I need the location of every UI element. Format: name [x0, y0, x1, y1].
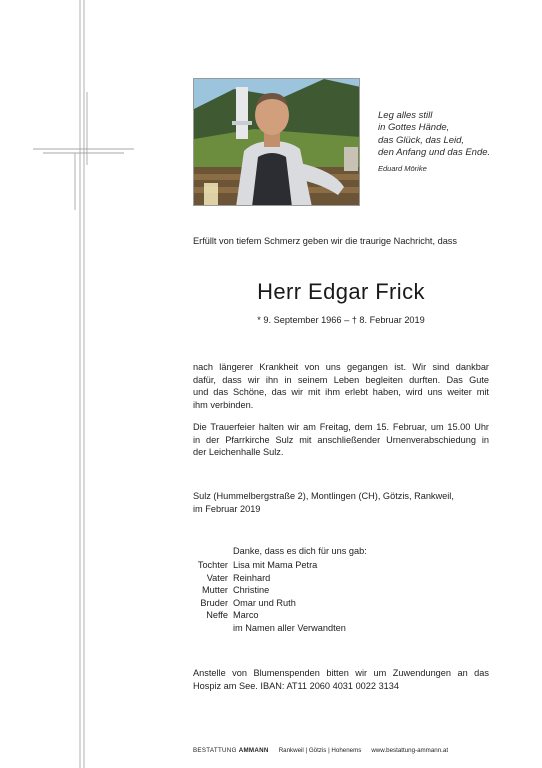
family-name: Christine — [233, 585, 270, 596]
text-line: dafür, dass wir ihn in seinem Leben begleiten durften. Das Gute — [193, 374, 489, 385]
donation-note — [193, 667, 489, 692]
location-date — [193, 490, 489, 515]
family-name: Omar und Ruth — [233, 597, 296, 608]
family-name: Lisa mit Mama Petra — [233, 560, 318, 570]
portrait-photo — [193, 78, 360, 206]
text-line: in der Pfarrkirche Sulz mit anschließender Urnenverabschiedung in — [193, 434, 489, 445]
family-relation: Vater — [206, 572, 228, 583]
thanks-line: Danke, dass es dich für uns gab: — [233, 546, 367, 556]
text-line: und das Schöne, das wir mit ihm erlebt haben, wird uns weiter mit — [193, 387, 489, 398]
footer-locations: Rankweil | Götzis | Hohenems — [278, 747, 362, 754]
family-row — [160, 584, 346, 597]
funeral-home-brand — [193, 747, 269, 754]
family-name: Marco — [233, 610, 259, 621]
poem — [378, 110, 528, 175]
family-relation: Tochter — [197, 560, 228, 570]
family-list — [160, 559, 346, 635]
intro-text: Erfüllt von tiefem Schmerz geben wir die traurige Nachricht, dass — [193, 236, 457, 246]
cross-ornament — [30, 0, 140, 768]
family-row — [160, 622, 346, 635]
deceased-name: Herr Edgar Frick — [257, 279, 425, 304]
text-line: Hospiz am See. IBAN: AT11 2060 4031 0022 3134 — [193, 680, 400, 691]
family-name: im Namen aller Verwandten — [233, 622, 346, 633]
family-name: Reinhard — [233, 572, 271, 583]
brand-part2: AMMANN — [238, 747, 269, 754]
paragraph-passing — [193, 361, 489, 411]
poem-line: das Glück, das Leid, — [378, 134, 465, 146]
family-row — [160, 609, 346, 622]
poem-line: den Anfang und das Ende. — [378, 147, 491, 159]
text-line: Die Trauerfeier halten wir am Freitag, dem 15. Februar, um 15.00 Uhr — [193, 422, 489, 432]
text-line: Sulz (Hummelbergstraße 2), Montlingen (CH), Götzis, Rankweil, — [193, 491, 454, 501]
family-relation — [160, 622, 233, 635]
life-dates: * 9. September 1966 – † 8. Februar 2019 — [257, 315, 425, 325]
text-line: nach längerer Krankheit von uns gegangen ist. Wir sind dankbar — [193, 362, 489, 372]
text-line: ihm verbinden. — [193, 399, 254, 410]
paragraph-ceremony — [193, 421, 489, 459]
footer-website[interactable]: www.bestattung-ammann.at — [371, 747, 449, 754]
family-row — [160, 559, 346, 572]
poem-line: Leg alles still — [378, 110, 433, 121]
text-line: der Leichenhalle Sulz. — [193, 447, 284, 458]
family-relation: Mutter — [201, 585, 228, 596]
text-line: Anstelle von Blumenspenden bitten wir um Zuwendungen an das — [193, 668, 489, 678]
family-row — [160, 572, 346, 585]
text-line: im Februar 2019 — [193, 503, 261, 514]
poem-line: in Gottes Hände, — [378, 122, 450, 134]
footer — [193, 747, 483, 754]
brand-part1: BESTATTUNG — [193, 747, 239, 754]
family-relation: Neffe — [206, 610, 228, 621]
poem-author: Eduard Mörike — [378, 163, 427, 173]
family-row — [160, 597, 346, 610]
family-relation: Bruder — [200, 597, 228, 608]
